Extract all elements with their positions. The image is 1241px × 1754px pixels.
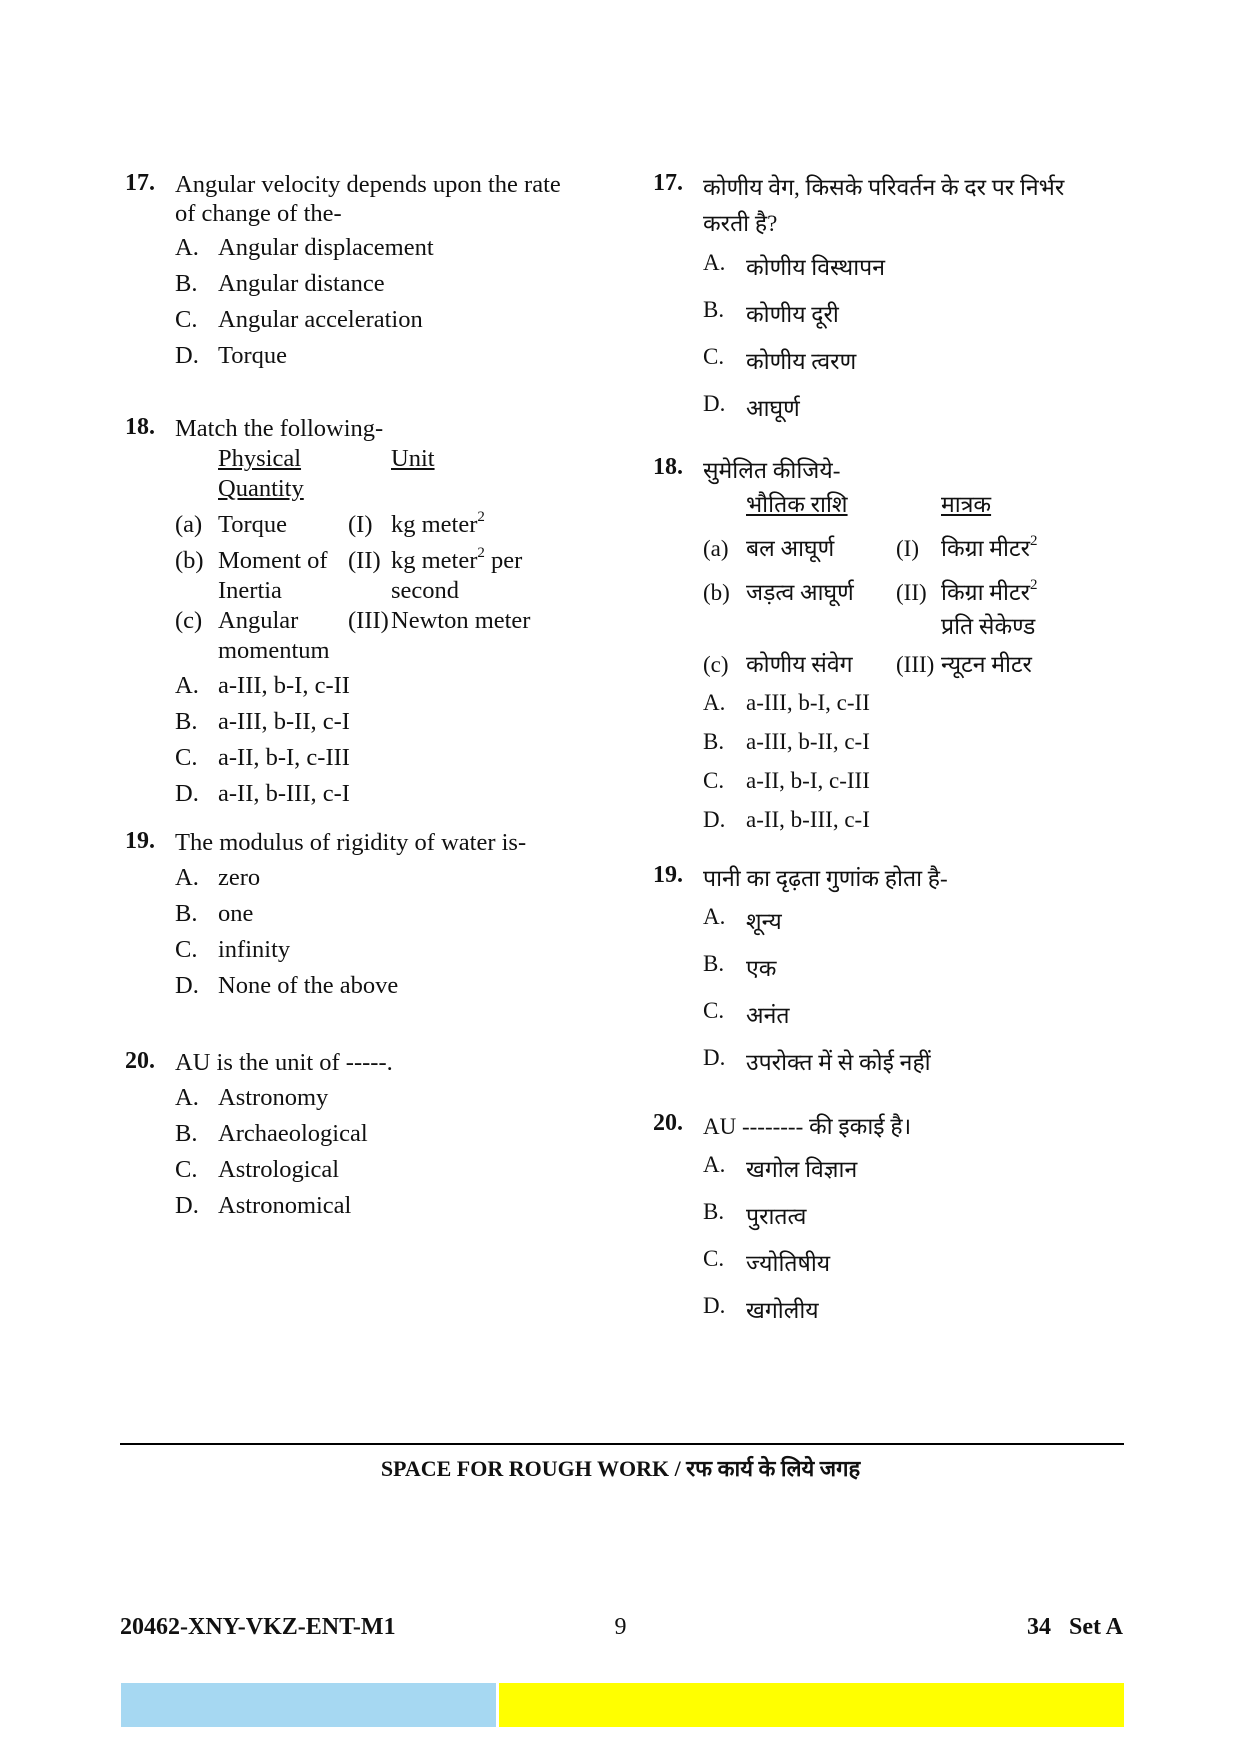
option-b[interactable]: B. a-III, b-II, c-I: [175, 708, 350, 735]
question-19-en: [125, 828, 585, 1008]
option-c[interactable]: C. a-II, b-I, c-III: [175, 744, 350, 771]
option-b[interactable]: B. one: [175, 900, 254, 927]
rough-work-heading: SPACE FOR ROUGH WORK / रफ कार्य के लिये जगह: [380, 1456, 861, 1481]
question-number: 18.: [125, 414, 155, 440]
divider-line: [120, 1443, 1124, 1445]
option-b[interactable]: B. a-III, b-II, c-I: [703, 729, 870, 754]
question-20-en: [125, 1048, 585, 1228]
question-17-en: [125, 170, 585, 378]
option-a[interactable]: A. a-III, b-I, c-II: [703, 690, 870, 715]
option-a[interactable]: A. Astronomy: [175, 1084, 329, 1111]
option-a[interactable]: A. खगोल विज्ञान: [703, 1152, 858, 1182]
option-d[interactable]: D. उपरोक्त में से कोई नहीं: [703, 1045, 931, 1075]
english-column: [125, 170, 585, 1228]
option-d[interactable]: D. आघूर्ण: [703, 391, 800, 421]
option-b[interactable]: B. पुरातत्व: [703, 1199, 807, 1229]
question-number: 20.: [125, 1048, 155, 1074]
question-text: The modulus of rigidity of water is-: [175, 829, 527, 856]
option-d[interactable]: D. a-II, b-III, c-I: [703, 807, 870, 832]
question-number: 20.: [653, 1110, 683, 1136]
question-number: 19.: [653, 862, 683, 888]
match-row: (a) बल आघूर्ण (I) किग्रा मीटर$^2$: [703, 533, 1038, 561]
question-text: Angular velocity depends upon the rate of change of the-: [175, 171, 561, 227]
question-text: AU is the unit of -----.: [175, 1049, 393, 1076]
option-d[interactable]: D. None of the above: [175, 972, 399, 999]
column-header-unit: Unit: [391, 445, 435, 472]
option-a[interactable]: A. शून्य: [703, 904, 782, 934]
question-19-hi: [653, 862, 1123, 1092]
question-18-hi: [653, 454, 1123, 846]
match-table: [703, 488, 1061, 682]
option-a[interactable]: A. Angular displacement: [175, 234, 434, 261]
option-a[interactable]: A. कोणीय विस्थापन: [703, 250, 886, 280]
question-text: सुमेलित कीजिये-: [703, 458, 841, 483]
option-b[interactable]: B. कोणीय दूरी: [703, 297, 839, 327]
option-c[interactable]: C. कोणीय त्वरण: [703, 344, 857, 374]
match-row: (b) जड़त्व आघूर्ण (II) किग्रा मीटर$^2$ प्रति सेकेण्ड: [703, 577, 1038, 639]
question-number: 18.: [653, 454, 683, 480]
match-row: (c) कोणीय संवेग (III) न्यूटन मीटर: [703, 652, 1032, 677]
question-number: 19.: [125, 828, 155, 854]
question-20-hi: [653, 1110, 1123, 1340]
option-b[interactable]: B. Archaeological: [175, 1120, 368, 1147]
paper-code: 20462-XNY-VKZ-ENT-M1: [120, 1614, 396, 1640]
option-d[interactable]: D. Astronomical: [175, 1192, 352, 1219]
option-c[interactable]: C. a-II, b-I, c-III: [703, 768, 870, 793]
hindi-column: [653, 170, 1123, 1340]
question-17-hi: [653, 170, 1123, 438]
column-header-quantity: भौतिक राशि: [746, 492, 848, 517]
question-text: Match the following-: [175, 415, 384, 442]
option-b[interactable]: B. Angular distance: [175, 270, 385, 297]
match-row: (b) Moment of Inertia (II) kg meter$^2$ per second: [175, 545, 523, 604]
option-c[interactable]: C. ज्योतिषीय: [703, 1246, 831, 1276]
question-text: पानी का दृढ़ता गुणांक होता है-: [703, 866, 948, 891]
match-table: Physical Quantity Unit (a) Torque (I) kg meter$^2$ (b) Moment of Inertia (II) kg meter$^2$ per second (c) Angular momentum (III) Newton meter: [175, 444, 551, 666]
column-header-quantity: Physical: [218, 445, 302, 472]
page-number: 9: [614, 1614, 627, 1640]
option-c[interactable]: C. Angular acceleration: [175, 306, 423, 333]
question-text: AU -------- की इकाई है।: [703, 1114, 912, 1139]
option-d[interactable]: D. a-II, b-III, c-I: [175, 780, 350, 807]
question-number: 17.: [653, 170, 683, 196]
option-a[interactable]: A. a-III, b-I, c-II: [175, 672, 350, 699]
option-b[interactable]: B. एक: [703, 951, 777, 981]
color-bar-right: [499, 1683, 1124, 1727]
option-d[interactable]: D. खगोलीय: [703, 1293, 819, 1323]
match-row: (a) Torque (I) kg meter$^2$: [175, 509, 485, 538]
option-a[interactable]: A. zero: [175, 864, 261, 891]
set-label: 34 Set A: [1027, 1614, 1123, 1640]
column-header-unit: मात्रक: [941, 492, 992, 517]
option-d[interactable]: D. Torque: [175, 342, 288, 369]
option-c[interactable]: C. Astrological: [175, 1156, 340, 1183]
question-18-en: [125, 414, 585, 816]
option-c[interactable]: C. अनंत: [703, 998, 790, 1028]
option-c[interactable]: C. infinity: [175, 936, 291, 963]
question-text: कोणीय वेग, किसके परिवर्तन के दर पर निर्भर करती है?: [703, 175, 1065, 236]
color-bar-left: [121, 1683, 496, 1727]
question-number: 17.: [125, 170, 155, 196]
match-row: (c) Angular momentum (III) Newton meter: [175, 607, 531, 664]
